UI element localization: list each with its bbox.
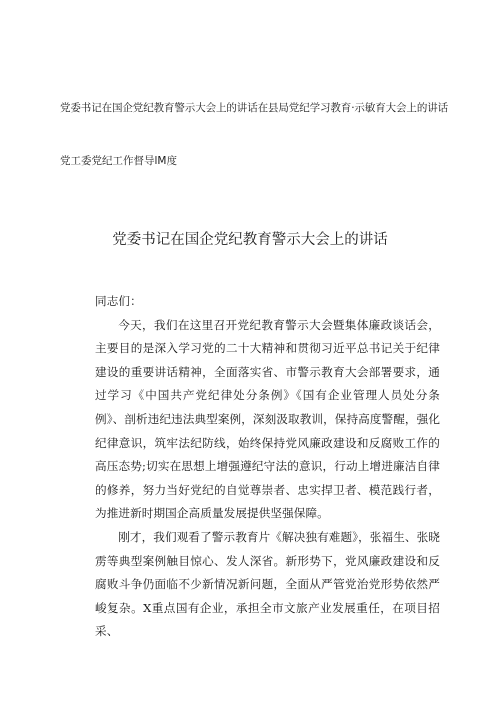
paragraph-2: 刚才，我们观看了警示教育片《解决独有难题》，张福生、张晓雳等典型案例触目惊心、发人深省。新形势下，党风廉政建设和反腐败斗争仍面临不少新情况新问题，全面从严管党治党形势依然严峻复杂。X重点国有企业，承担全市文旅产业发展重任，在项目招采、 — [95, 529, 440, 639]
speech-body — [95, 290, 440, 644]
document-subheader: 党工委党纪工作督导lM度 — [60, 155, 177, 167]
salutation: 同志们： — [95, 294, 142, 308]
document-header-title: 党委书记在国企党纪教育警示大会上的讲话在县局党纪学习教育·示敏育大会上的讲话 — [60, 102, 449, 114]
speech-title: 党委书记在国企党纪教育警示大会上的讲话 — [112, 232, 388, 248]
paragraph-1: 今天，我们在这里召开党纪教育警示大会暨集体廉政谈话会，主要目的是深入学习党的二十大精神和贯彻习近平总书记关于纪律建设的重要讲话精神，全面落实省、市警示教育大会部署要求，通过学习《中国共产党纪律处分条例》《国有企业管理人员处分条例》、剖析违纪违法典型案例，深刻汲取教训，保持高度警醒，强化纪律意识，筑牢法纪防线，始终保持党风廉政建设和反腐败工作的高压态势;切实在思想上增强遵纪守法的意识，行动上增进廉洁自律的修养，努力当好党纪的自觉尊崇者、忠实捍卫者、模范践行者，为推进新时期国企高质量发展提供坚强保障。 — [95, 317, 441, 521]
